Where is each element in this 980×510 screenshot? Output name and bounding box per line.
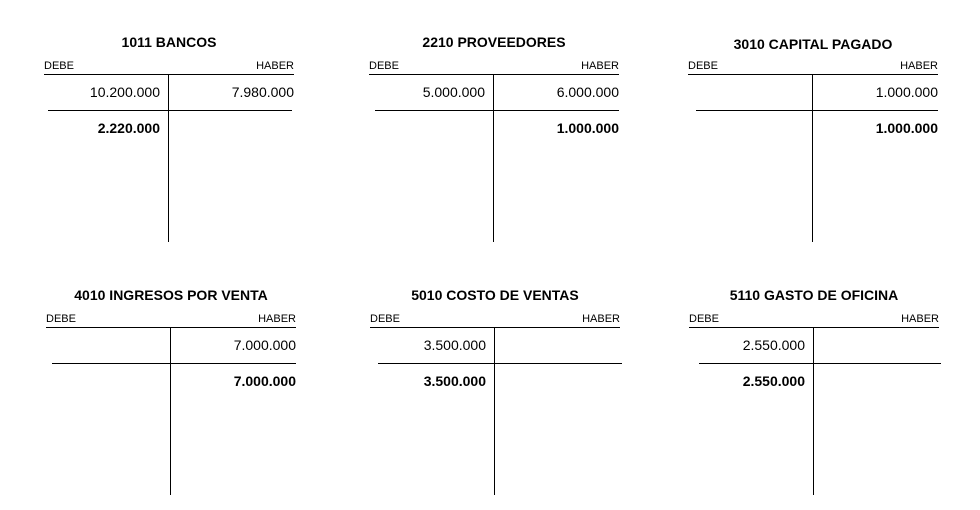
totals-line — [52, 363, 296, 364]
account-title: 5010 COSTO DE VENTAS — [411, 287, 579, 303]
t-vertical-line — [493, 74, 494, 242]
account-title: 4010 INGRESOS POR VENTA — [74, 287, 268, 303]
debe-label: DEBE — [369, 60, 399, 72]
t-account-bancos — [44, 30, 294, 250]
t-horizontal-line — [46, 327, 296, 328]
totals-line — [378, 363, 622, 364]
saldo-debe-value: 3.500.000 — [423, 373, 486, 389]
t-horizontal-line — [370, 327, 620, 328]
totals-line — [48, 110, 292, 111]
debe-value: 10.200.000 — [89, 84, 160, 100]
debe-label: DEBE — [44, 60, 74, 72]
t-account-proveedores — [369, 30, 619, 250]
t-horizontal-line — [689, 327, 939, 328]
t-account-ingresos-por-venta — [46, 283, 296, 503]
saldo-debe-value: 2.220.000 — [97, 120, 160, 136]
totals-line — [696, 110, 938, 111]
haber-label: HABER — [901, 313, 939, 325]
debe-value: 2.550.000 — [742, 337, 805, 353]
haber-label: HABER — [258, 313, 296, 325]
debe-label: DEBE — [370, 313, 400, 325]
saldo-haber-value: 1.000.000 — [875, 120, 938, 136]
account-title: 5110 GASTO DE OFICINA — [729, 287, 899, 303]
haber-value: 7.000.000 — [233, 337, 296, 353]
t-vertical-line — [170, 327, 171, 495]
haber-label: HABER — [581, 60, 619, 72]
haber-label: HABER — [900, 60, 938, 72]
t-vertical-line — [168, 74, 169, 242]
t-vertical-line — [494, 327, 495, 495]
debe-label: DEBE — [688, 60, 718, 72]
debe-label: DEBE — [689, 313, 719, 325]
t-vertical-line — [813, 327, 814, 495]
t-horizontal-line — [688, 74, 938, 75]
haber-value: 7.980.000 — [231, 84, 294, 100]
saldo-haber-value: 1.000.000 — [556, 120, 619, 136]
saldo-haber-value: 7.000.000 — [233, 373, 296, 389]
t-account-gasto-de-oficina — [689, 283, 939, 503]
haber-value: 1.000.000 — [875, 84, 938, 100]
t-account-capital-pagado — [688, 30, 938, 250]
account-title: 2210 PROVEEDORES — [422, 34, 566, 50]
haber-label: HABER — [256, 60, 294, 72]
haber-label: HABER — [582, 313, 620, 325]
account-title: 3010 CAPITAL PAGADO — [733, 36, 893, 52]
debe-value: 3.500.000 — [423, 337, 486, 353]
debe-value: 5.000.000 — [422, 84, 485, 100]
t-horizontal-line — [44, 74, 294, 75]
totals-line — [375, 110, 619, 111]
t-vertical-line — [812, 74, 813, 242]
totals-line — [699, 363, 941, 364]
saldo-debe-value: 2.550.000 — [742, 373, 805, 389]
debe-label: DEBE — [46, 313, 76, 325]
account-title: 1011 BANCOS — [121, 34, 217, 50]
haber-value: 6.000.000 — [556, 84, 619, 100]
t-horizontal-line — [369, 74, 619, 75]
t-account-costo-de-ventas — [370, 283, 620, 503]
